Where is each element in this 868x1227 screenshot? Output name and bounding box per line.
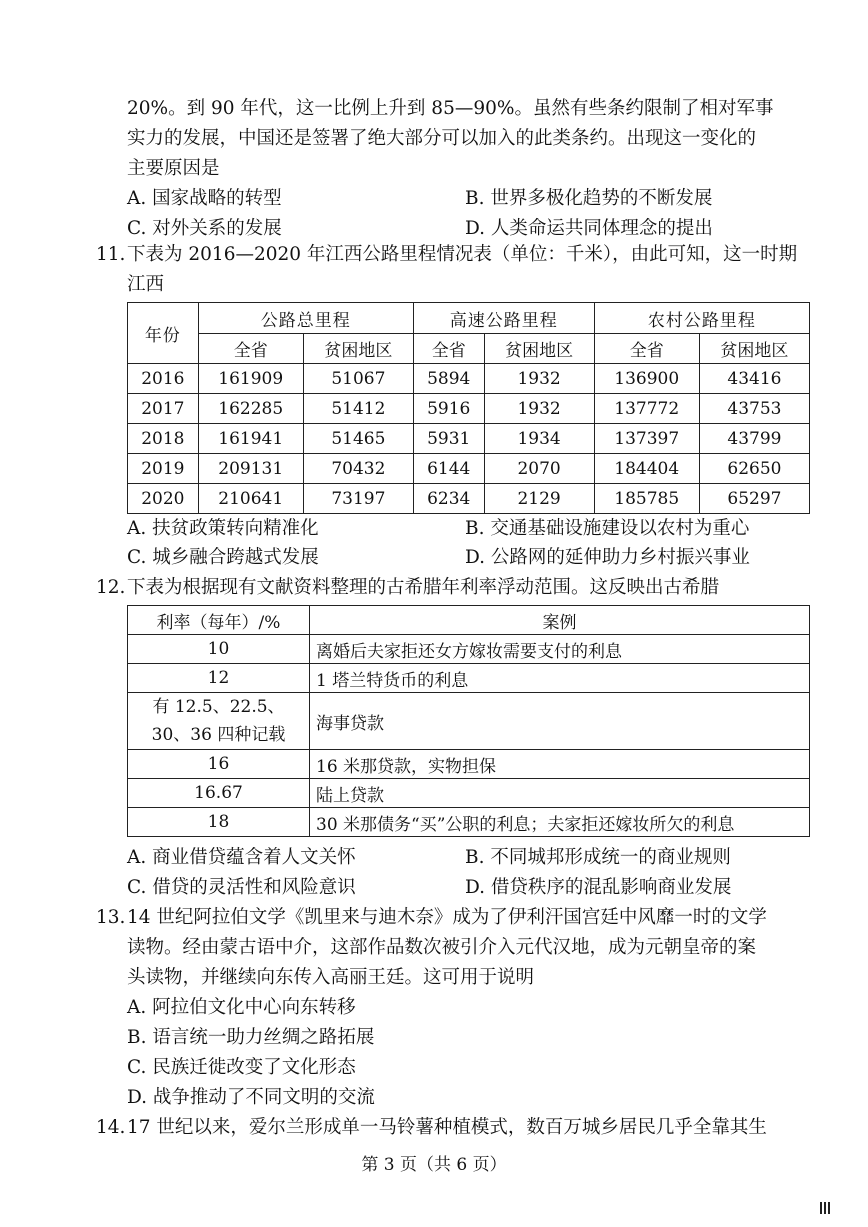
q13-option-a: A. 阿拉伯文化中心向东转移 bbox=[127, 997, 356, 1018]
table-cell: 184404 bbox=[594, 454, 699, 484]
case-cell: 离婚后夫家拒还女方嫁妆需要支付的利息 bbox=[310, 635, 810, 664]
table-row bbox=[128, 424, 810, 454]
q13-text-line1: 14 世纪阿拉伯文学《凯里来与迪木奈》成为了伊利汗国宫廷中风靡一时的文学 bbox=[127, 907, 767, 928]
q11-text-line2: 江西 bbox=[127, 274, 165, 295]
q11-number: 11. bbox=[96, 244, 126, 265]
table-cell: 73197 bbox=[303, 484, 413, 514]
q11-option-a: A. 扶贫政策转向精准化 bbox=[127, 518, 319, 539]
q10-option-d: D. 人类命运共同体理念的提出 bbox=[465, 218, 713, 239]
cell-year: 2016 bbox=[128, 364, 199, 394]
cell-year: 2019 bbox=[128, 454, 199, 484]
table-cell: 185785 bbox=[594, 484, 699, 514]
q11-option-b: B. 交通基础设施建设以农村为重心 bbox=[465, 518, 750, 539]
q13-text-line2: 读物。经由蒙古语中介，这部作品数次被引介入元代汉地，成为元朝皇帝的案 bbox=[127, 937, 757, 958]
subheader: 贫困地区 bbox=[484, 334, 594, 364]
rate-cell: 16 bbox=[128, 750, 310, 779]
subheader: 全省 bbox=[198, 334, 303, 364]
table-cell: 2070 bbox=[484, 454, 594, 484]
q11-table bbox=[127, 302, 810, 514]
table-cell: 43753 bbox=[699, 394, 809, 424]
q10-option-b: B. 世界多极化趋势的不断发展 bbox=[465, 188, 713, 209]
table-row bbox=[128, 454, 810, 484]
q10-text-line1: 20%。到 90 年代，这一比例上升到 85—90%。虽然有些条约限制了相对军事 bbox=[127, 98, 774, 119]
table-cell: 1934 bbox=[484, 424, 594, 454]
table-row bbox=[128, 394, 810, 424]
table-cell: 162285 bbox=[198, 394, 303, 424]
table-cell: 5931 bbox=[413, 424, 484, 454]
table-cell: 43799 bbox=[699, 424, 809, 454]
table-cell: 1932 bbox=[484, 394, 594, 424]
q10-text-line2: 实力的发展，中国还是签署了绝大部分可以加入的此类条约。出现这一变化的 bbox=[127, 128, 757, 149]
q12-option-a: A. 商业借贷蕴含着人文关怀 bbox=[127, 847, 356, 868]
table-row bbox=[128, 779, 810, 808]
table-row bbox=[128, 484, 810, 514]
table-cell: 1932 bbox=[484, 364, 594, 394]
case-cell: 16 米那贷款，实物担保 bbox=[310, 750, 810, 779]
table-cell: 210641 bbox=[198, 484, 303, 514]
q12-option-c: C. 借贷的灵活性和风险意识 bbox=[127, 877, 356, 898]
q12-table bbox=[127, 605, 810, 837]
q11-text-line1: 下表为 2016—2020 年江西公路里程情况表（单位：千米），由此可知，这一时期 bbox=[127, 244, 798, 265]
table-cell: 5916 bbox=[413, 394, 484, 424]
q10-option-c: C. 对外关系的发展 bbox=[127, 218, 282, 239]
qr-code-icon bbox=[820, 1202, 832, 1214]
q13-text-line3: 头读物，并继续向东传入高丽王廷。这可用于说明 bbox=[127, 967, 535, 988]
table-cell: 209131 bbox=[198, 454, 303, 484]
group-header-expressway: 高速公路里程 bbox=[413, 303, 594, 334]
table-cell: 6234 bbox=[413, 484, 484, 514]
subheader: 贫困地区 bbox=[699, 334, 809, 364]
q11-option-c: C. 城乡融合跨越式发展 bbox=[127, 547, 319, 568]
q10-text-line3: 主要原因是 bbox=[127, 158, 220, 179]
q12-number: 12. bbox=[96, 577, 126, 598]
table-row bbox=[128, 693, 810, 750]
q13-option-d: D. 战争推动了不同文明的交流 bbox=[127, 1087, 375, 1108]
cell-year: 2017 bbox=[128, 394, 199, 424]
q13-number: 13. bbox=[96, 907, 126, 928]
table-cell: 137772 bbox=[594, 394, 699, 424]
q13-option-c: C. 民族迁徙改变了文化形态 bbox=[127, 1057, 356, 1078]
table-cell: 62650 bbox=[699, 454, 809, 484]
table-cell: 2129 bbox=[484, 484, 594, 514]
group-header-rural: 农村公路里程 bbox=[594, 303, 809, 334]
case-cell: 海事贷款 bbox=[310, 693, 810, 750]
subheader: 全省 bbox=[413, 334, 484, 364]
q11-option-d: D. 公路网的延伸助力乡村振兴事业 bbox=[465, 547, 750, 568]
q13-option-b: B. 语言统一助力丝绸之路拓展 bbox=[127, 1027, 375, 1048]
cell-year: 2018 bbox=[128, 424, 199, 454]
subheader: 贫困地区 bbox=[303, 334, 413, 364]
table-row bbox=[128, 808, 810, 837]
case-cell: 30 米那债务“买”公职的利息；夫家拒还嫁妆所欠的利息 bbox=[310, 808, 810, 837]
table-cell: 137397 bbox=[594, 424, 699, 454]
case-header: 案例 bbox=[310, 606, 810, 635]
table-row bbox=[128, 750, 810, 779]
q10-option-a: A. 国家战略的转型 bbox=[127, 188, 282, 209]
rate-cell: 有 12.5、22.5、30、36 四种记载 bbox=[128, 693, 310, 750]
table-row bbox=[128, 364, 810, 394]
table-cell: 43416 bbox=[699, 364, 809, 394]
table-cell: 65297 bbox=[699, 484, 809, 514]
q12-option-b: B. 不同城邦形成统一的商业规则 bbox=[465, 847, 731, 868]
cell-year: 2020 bbox=[128, 484, 199, 514]
table-cell: 5894 bbox=[413, 364, 484, 394]
case-cell: 陆上贷款 bbox=[310, 779, 810, 808]
q12-text-line1: 下表为根据现有文献资料整理的古希腊年利率浮动范围。这反映出古希腊 bbox=[127, 577, 720, 598]
page-number-footer: 第 3 页（共 6 页） bbox=[361, 1155, 507, 1175]
table-cell: 51067 bbox=[303, 364, 413, 394]
table-cell: 6144 bbox=[413, 454, 484, 484]
rate-cell: 10 bbox=[128, 635, 310, 664]
table-row bbox=[128, 635, 810, 664]
q12-option-d: D. 借贷秩序的混乱影响商业发展 bbox=[465, 877, 732, 898]
table-cell: 161909 bbox=[198, 364, 303, 394]
rate-cell: 16.67 bbox=[128, 779, 310, 808]
table-cell: 136900 bbox=[594, 364, 699, 394]
case-cell: 1 塔兰特货币的利息 bbox=[310, 664, 810, 693]
rate-header: 利率（每年）/% bbox=[128, 606, 310, 635]
table-cell: 51412 bbox=[303, 394, 413, 424]
table-cell: 161941 bbox=[198, 424, 303, 454]
table-row bbox=[128, 664, 810, 693]
subheader: 全省 bbox=[594, 334, 699, 364]
table-cell: 51465 bbox=[303, 424, 413, 454]
rate-cell: 18 bbox=[128, 808, 310, 837]
rate-cell: 12 bbox=[128, 664, 310, 693]
q14-number: 14. bbox=[96, 1117, 126, 1138]
group-header-total: 公路总里程 bbox=[198, 303, 413, 334]
q14-text-line1: 17 世纪以来，爱尔兰形成单一马铃薯种植模式，数百万城乡居民几乎全靠其生 bbox=[127, 1117, 767, 1138]
table-cell: 70432 bbox=[303, 454, 413, 484]
year-header: 年份 bbox=[128, 303, 199, 364]
